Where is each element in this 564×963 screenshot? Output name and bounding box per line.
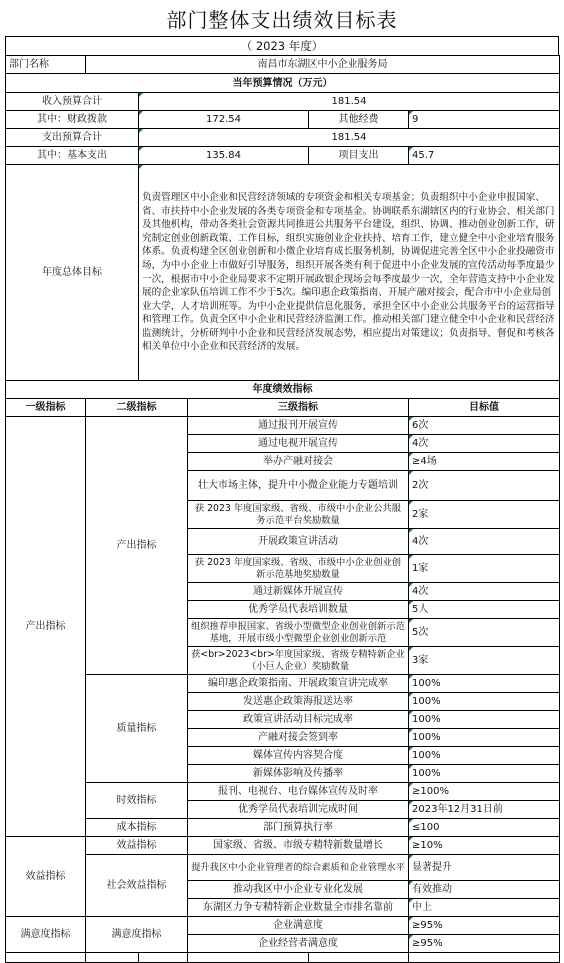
indicator-value: ≥10% [409, 837, 560, 855]
level2-timeliness: 时效指标 [86, 783, 188, 819]
table-row [6, 855, 560, 881]
indicator-name: 获<br>2023<br>年度国家级、省级专精特新企业（小巨人企业）奖励数量 [188, 647, 409, 675]
indicator-name: 组织推荐申报国家、省级小型微型企业创业创新示范基地，开展市级小型微型企业创业创新示范 [188, 619, 409, 647]
indicator-name: 编印惠企政策指南、开展政策宣讲完成率 [188, 675, 409, 693]
table-row [6, 917, 560, 935]
project-label: 项目支出 [309, 147, 409, 165]
level2-satisfaction: 满意度指标 [86, 917, 188, 953]
dept-value: 南昌市东湖区中小企业服务局 [86, 56, 560, 74]
basic-label: 其中：基本支出 [6, 147, 139, 165]
table-row [6, 417, 560, 435]
fiscal-label: 其中：财政拨款 [6, 111, 139, 129]
indicator-name: 举办产融对接会 [188, 453, 409, 471]
level2-quality: 质量指标 [86, 675, 188, 783]
perf-header: 年度绩效指标 [6, 381, 560, 399]
indicator-value: 2023年12月31日前 [409, 801, 560, 819]
indicator-name: 壮大市场主体，提升中小微企业能力专题培训 [188, 471, 409, 501]
indicator-name: 开展政策宣讲活动 [188, 529, 409, 555]
indicator-value: ≥100% [409, 783, 560, 801]
table-row [6, 783, 560, 801]
level2-benefit: 效益指标 [86, 837, 188, 855]
fiscal-value: 172.54 [139, 111, 309, 129]
expense-total-label: 支出预算合计 [6, 129, 139, 147]
income-total-label: 收入预算合计 [6, 93, 139, 111]
indicator-name: 获 2023 年度国家级、省级、市级中小企业创业创新示范基地奖励数量 [188, 555, 409, 583]
indicator-value: 4次 [409, 435, 560, 453]
empty-cell [86, 953, 139, 963]
table-row [6, 819, 560, 837]
indicator-value: 100% [409, 729, 560, 747]
indicator-value: 100% [409, 675, 560, 693]
indicator-value: 4次 [409, 583, 560, 601]
indicator-value: 100% [409, 693, 560, 711]
expense-total-value: 181.54 [139, 129, 560, 147]
indicator-name: 东湖区力争专精特新企业数量全市排名靠前 [188, 899, 409, 917]
indicator-value: 有效推动 [409, 881, 560, 899]
indicator-name: 通过报刊开展宣传 [188, 417, 409, 435]
other-value: 9 [409, 111, 560, 129]
indicator-name: 部门预算执行率 [188, 819, 409, 837]
col-header-level1: 一级指标 [6, 399, 86, 417]
indicator-value: 5人 [409, 601, 560, 619]
indicator-name: 企业满意度 [188, 917, 409, 935]
empty-cell [309, 953, 409, 963]
indicator-name: 国家级、省级、市级专精特新数量增长 [188, 837, 409, 855]
indicator-value: ≥95% [409, 917, 560, 935]
indicator-value: ≥4场 [409, 453, 560, 471]
indicator-name: 政策宣讲活动目标完成率 [188, 711, 409, 729]
level2-output: 产出指标 [86, 417, 188, 675]
indicator-name: 获 2023 年度国家级、省级、市级中小企业公共服务示范平台奖励数量 [188, 501, 409, 529]
basic-value: 135.84 [139, 147, 309, 165]
col-header-target: 目标值 [409, 399, 560, 417]
indicator-name: 优秀学员代表培训完成时间 [188, 801, 409, 819]
year-label: （ 2023 年度） [5, 36, 559, 56]
dept-row [6, 56, 560, 74]
indicator-value: 100% [409, 711, 560, 729]
level2-social: 社会效益指标 [86, 855, 188, 917]
indicator-name: 通过新媒体开展宣传 [188, 583, 409, 601]
performance-table [5, 55, 560, 963]
indicator-name: 通过电视开展宣传 [188, 435, 409, 453]
indicator-value: ≥95% [409, 935, 560, 953]
income-total-value: 181.54 [139, 93, 560, 111]
level1-benefit: 效益指标 [6, 837, 86, 917]
indicator-value: 2次 [409, 471, 560, 501]
indicator-value: 3家 [409, 647, 560, 675]
indicator-value: 5次 [409, 619, 560, 647]
table-row [6, 675, 560, 693]
col-header-level2: 二级指标 [86, 399, 188, 417]
level1-output: 产出指标 [6, 417, 86, 837]
level1-satisfaction: 满意度指标 [6, 917, 86, 953]
indicator-name: 发送惠企政策海报送达率 [188, 693, 409, 711]
indicator-name: 媒体宣传内容契合度 [188, 747, 409, 765]
indicator-value: 1家 [409, 555, 560, 583]
indicator-value: 2家 [409, 501, 560, 529]
empty-cell [188, 953, 309, 963]
budget-header: 当年预算情况（万元） [6, 74, 560, 93]
table-row [6, 837, 560, 855]
empty-cell [6, 953, 86, 963]
column-header-row [6, 399, 560, 417]
indicator-name: 提升我区中小企业管理者的综合素质和企业管理水平 [188, 855, 409, 881]
indicator-value: 6次 [409, 417, 560, 435]
indicator-name: 报刊、电视台、电台媒体宣传及时率 [188, 783, 409, 801]
indicator-name: 企业经营者满意度 [188, 935, 409, 953]
project-value: 45.7 [409, 147, 560, 165]
indicator-name: 产融对接会签到率 [188, 729, 409, 747]
empty-row [6, 953, 560, 963]
goal-text: 负责管理区中小企业和民营经济领域的专项资金和相关专项基金；负责组织中小企业申报国家、省、市扶持中小企业发展的各类专项资金和专项基金。协调联系东湖辖区内的行业协会、相关部门及其他机构，带动各类社会资源共同推进公共服务平台建设，组织、协调、推动创业创新工作，研究制定创业创新政策、工作目标，组织实施创业企业扶持、培育工作，建立健全中小企业培育服务体系。负责构建全区创业创新和小微企业培育成长服务机制，协调促进完善全区中小企业投融资市场，为中小企业上市做好引导服务，组织开展各类有利于促进中小企业发展的宣传活动每季度最少一次，根据市中小企业局要求不定期开展政银企现场会每季度最少一次，全年营造支持中小企业发展的企业家队伍培训工作不少于5次。编印惠企政策指南、开展产融对接会，配合市中小企业局创业大学，人才培训班等。为中小企业提供信息化服务，承担全区中小企业公共服务平台的运营指导和管理工作。负责全区中小企业和民营经济监测工作。推动相关部门建立健全中小企业和民营经济监测统计，分析研判中小企业和民营经济发展态势，相应提出对策建议；负责指导、督促和考核各相关单位中小企业和民营经济的发展。 [139, 165, 560, 381]
indicator-value: 100% [409, 747, 560, 765]
indicator-name: 优秀学员代表培训数量 [188, 601, 409, 619]
dept-label: 部门名称 [6, 56, 86, 74]
indicator-name: 新媒体影响及传播率 [188, 765, 409, 783]
indicator-value: 显著提升 [409, 855, 560, 881]
indicator-value: 100% [409, 765, 560, 783]
level2-cost: 成本指标 [86, 819, 188, 837]
goal-label: 年度总体目标 [6, 165, 139, 381]
indicator-value: 4次 [409, 529, 560, 555]
empty-cell [409, 953, 560, 963]
indicator-value: 中上 [409, 899, 560, 917]
col-header-level3: 三级指标 [188, 399, 409, 417]
page-title: 部门整体支出绩效目标表 [166, 8, 398, 32]
indicator-value: ≤100 [409, 819, 560, 837]
indicator-name: 推动我区中小企业专业化发展 [188, 881, 409, 899]
other-label: 其他经费 [309, 111, 409, 129]
empty-cell [139, 953, 188, 963]
